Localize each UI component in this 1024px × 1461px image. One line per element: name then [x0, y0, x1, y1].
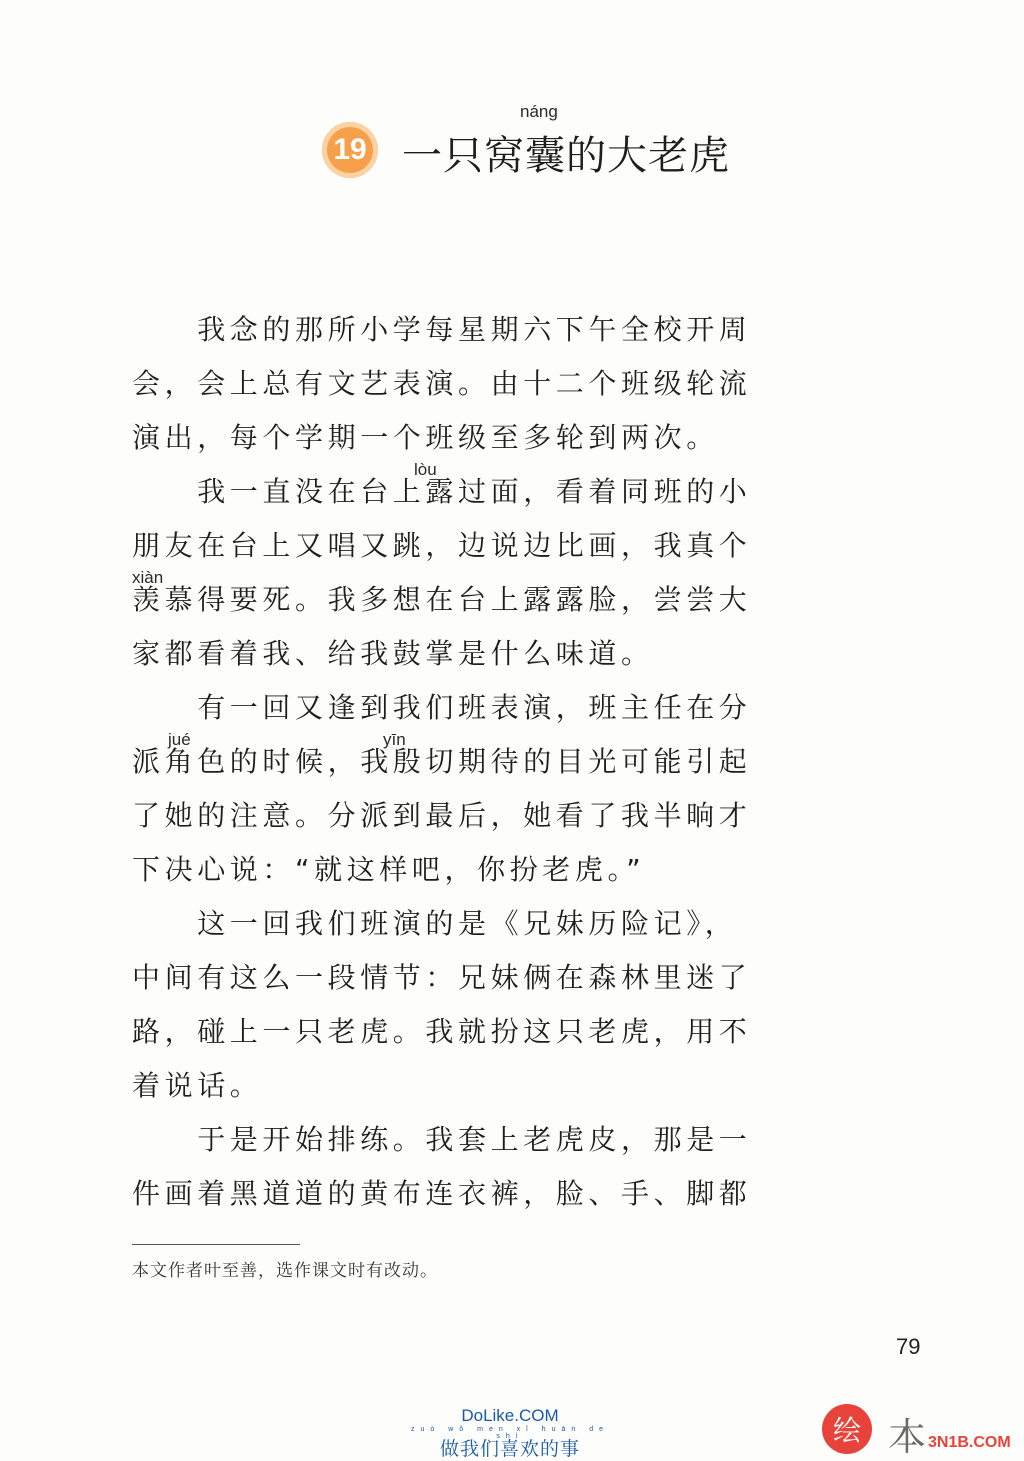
footnote: 本文作者叶至善，选作课文时有改动。	[132, 1261, 438, 1281]
watermark-slogan: 做我们喜欢的事	[439, 1438, 580, 1460]
pinyin-yin: yīn	[383, 730, 406, 749]
watermark-domain: 3N1B.COM	[928, 1434, 1011, 1451]
pinyin-nang: náng	[520, 102, 558, 121]
text-line: 下决心说：“就这样吧，你扮老虎。”	[132, 853, 646, 886]
text-line: 会，会上总有文艺表演。由十二个班级轮流	[132, 367, 752, 400]
text-line: 羡慕得要死。我多想在台上露露脸，尝尝大	[132, 583, 752, 616]
text-line: 着说话。	[132, 1069, 263, 1102]
watermark-site: DoLike.COM	[461, 1406, 559, 1425]
footnote-divider	[132, 1244, 300, 1245]
pinyin-jue: jué	[168, 730, 191, 749]
text-line: 这一回我们班演的是《兄妹历险记》，	[132, 907, 738, 940]
text-line: 于是开始排练。我套上老虎皮，那是一	[132, 1123, 752, 1156]
text-line: 路，碰上一只老虎。我就扮这只老虎，用不	[132, 1015, 752, 1048]
lesson-title-block	[322, 104, 742, 194]
watermark-dolike	[400, 1406, 620, 1460]
lesson-number-badge: 19	[322, 122, 378, 178]
watermark-slogan-pinyin: zuò wǒ men xǐ huān de shì	[411, 1426, 609, 1440]
lesson-title: 一只窝囊的大老虎	[402, 133, 730, 179]
text-line: 了她的注意。分派到最后，她看了我半晌才	[132, 799, 752, 832]
watermark-char: 本	[888, 1415, 927, 1459]
watermark-3n1b	[822, 1404, 1022, 1459]
pinyin-xian: xiàn	[132, 568, 164, 587]
text-line: 有一回又逢到我们班表演，班主任在分	[132, 691, 752, 724]
text-line: 我念的那所小学每星期六下午全校开周	[132, 313, 752, 346]
text-line: 朋友在台上又唱又跳，边说边比画，我真个	[132, 529, 752, 562]
text-line: 我一直没在台上露过面，看着同班的小	[132, 475, 752, 508]
text-line: 家都看着我、给我鼓掌是什么味道。	[132, 637, 654, 670]
page-number: 79	[896, 1334, 921, 1359]
text-line: 派角色的时候，我殷切期待的目光可能引起	[132, 745, 752, 778]
text-line: 件画着黑道道的黄布连衣裤，脸、手、脚都	[132, 1177, 752, 1210]
watermark-logo-icon: 绘	[822, 1404, 872, 1454]
pinyin-lou: lòu	[414, 460, 437, 479]
text-line: 中间有这么一段情节：兄妹俩在森林里迷了	[132, 961, 752, 994]
text-line: 演出，每个学期一个班级至多轮到两次。	[132, 421, 719, 454]
